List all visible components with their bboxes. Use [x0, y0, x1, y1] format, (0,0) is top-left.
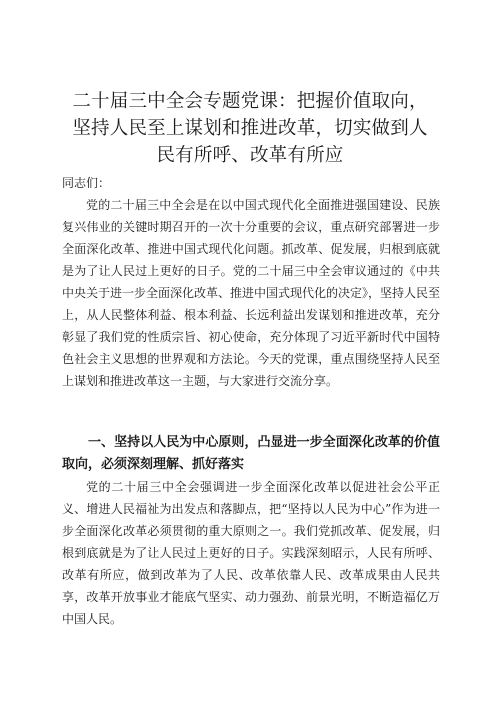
section-heading-1: 一、坚持以人民为中心原则，凸显进一步全面深化改革的价值取向，必须深刻理解、抓好落实 [62, 435, 440, 472]
salutation: 同志们： [62, 176, 111, 190]
body-paragraph-intro: 党的二十届三中全会是在以中国式现代化全面推进强国建设、民族复兴伟业的关键时期召开的一次十分重要的会议，重点研究部署进一步全面深化改革、推进中国式现代化问题。抓改革、促发展，归根到底就是为了让人民过上更好的日子。党的二十届三中全会审议通过的《中共中央关于进一步全面深化改革、推进中国式现代化的决定》，坚持人民至上，从人民整体利益、根本利益、长远利益出发谋划和推进改革，充分彰显了我们党的性质宗旨、初心使命，充分体现了习近平新时代中国特色社会主义思想的世界观和方法论。今天的党课，重点围绕坚持人民至上谋划和推进改革这一主题，与大家进行交流分享。 [62, 198, 441, 388]
document-title: 二十届三中全会专题党课：把握价值取向，坚持人民至上谋划和推进改革，切实做到人民有所呼、改革有所应 [72, 91, 428, 166]
body-paragraph-section-1: 党的二十届三中全会强调进一步全面深化改革以促进社会公平正义、增进人民福祉为出发点和落脚点，把“坚持以人民为中心”作为进一步全面深化改革必须贯彻的重大原则之一。我们党抓改革、促发展，归根到底就是为了让人民过上更好的日子。实践深刻昭示，人民有所呼、改革有所应，做到改革为了人民、改革依靠人民、改革成果由人民共享，改革开放事业才能底气坚实、动力强劲、前景光明，不断造福亿万中国人民。 [62, 480, 440, 626]
